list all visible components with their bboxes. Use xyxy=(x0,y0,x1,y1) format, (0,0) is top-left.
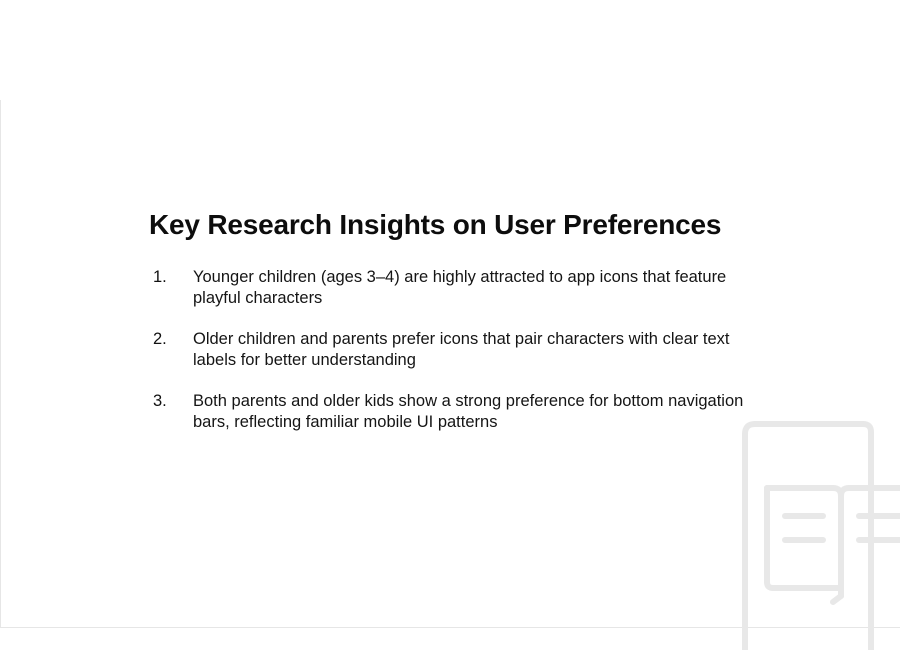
insight-number: 3. xyxy=(153,392,167,410)
insight-list xyxy=(149,267,769,433)
slide-content xyxy=(149,205,769,453)
insight-item-3 xyxy=(149,391,769,433)
slide-title: Key Research Insights on User Preferences xyxy=(149,209,722,240)
insight-number: 2. xyxy=(153,330,167,348)
slide-left-edge xyxy=(0,100,1,628)
insight-text: Both parents and older kids show a strong preference for bottom navigation bars, reflecting familiar mobile UI patterns xyxy=(193,392,744,431)
open-book-icon xyxy=(741,420,900,650)
insight-number: 1. xyxy=(153,268,167,286)
insight-text: Younger children (ages 3–4) are highly attracted to app icons that feature playful characters xyxy=(193,268,727,307)
insight-item-2 xyxy=(149,329,769,371)
insight-item-1 xyxy=(149,267,769,309)
insight-text: Older children and parents prefer icons that pair characters with clear text labels for better understanding xyxy=(193,330,730,369)
